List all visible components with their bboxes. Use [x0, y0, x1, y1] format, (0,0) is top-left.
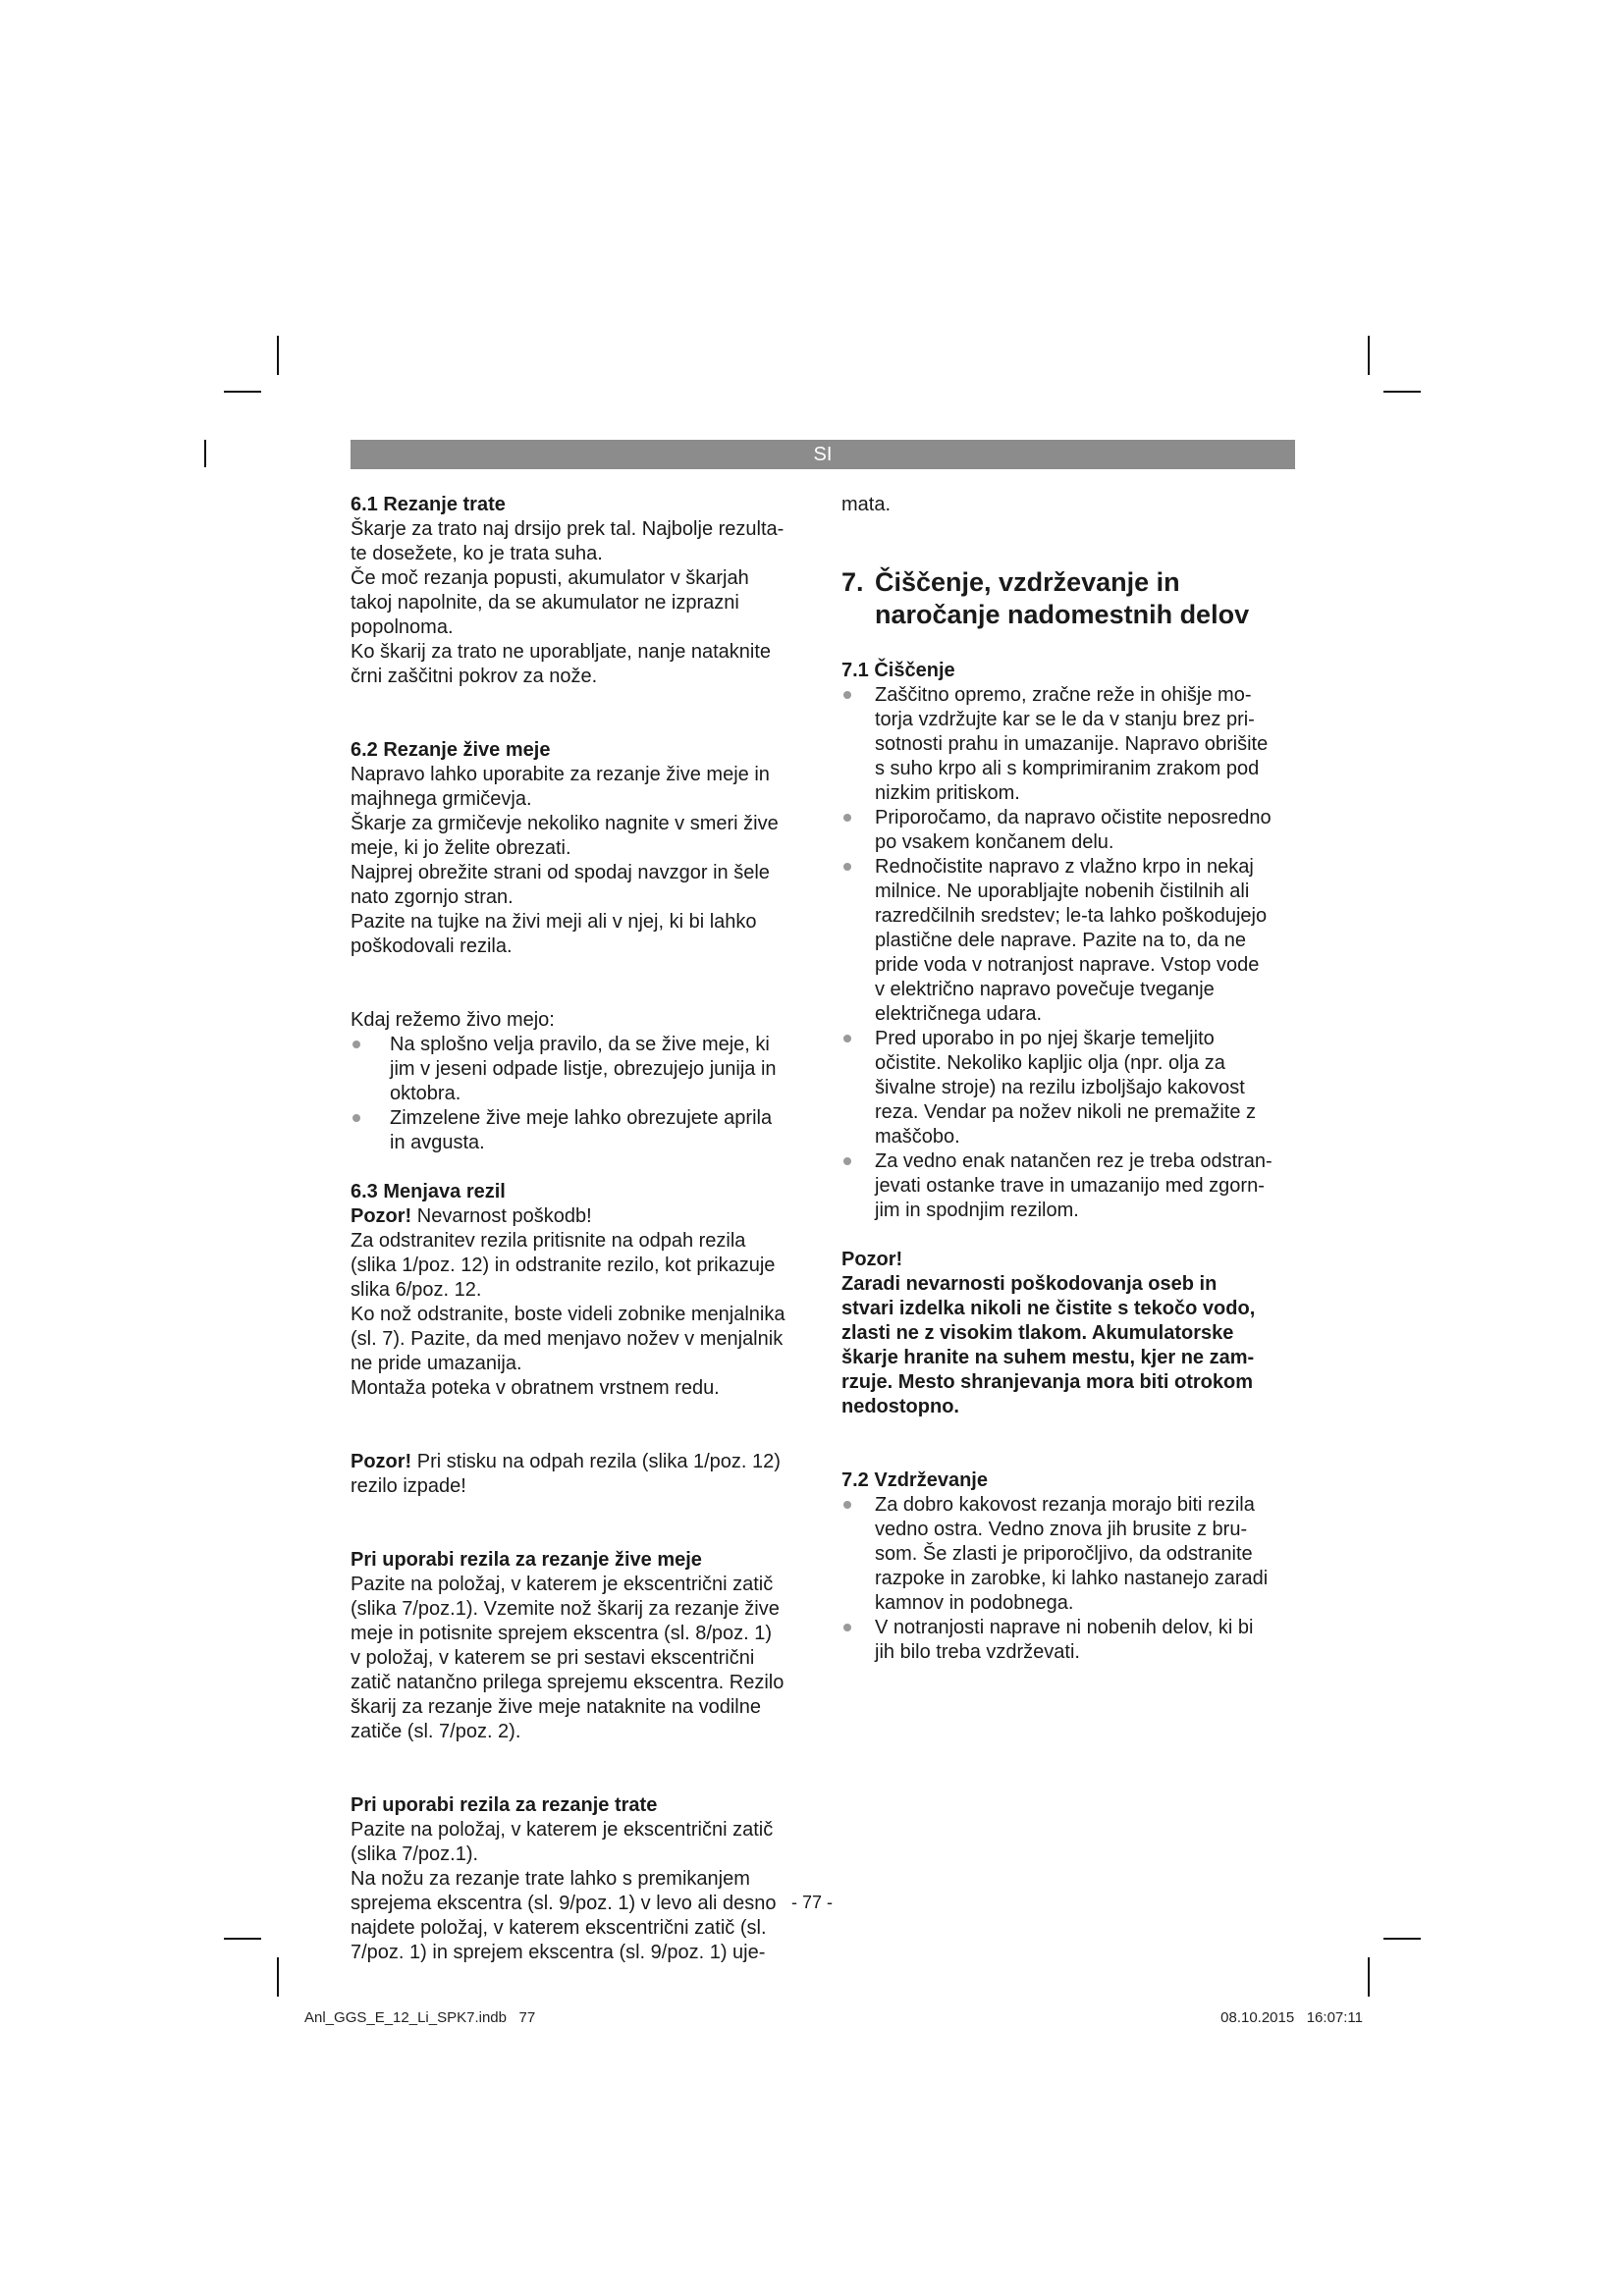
body-line: ne pride umazanija. — [351, 1353, 522, 1374]
list-line: Za vedno enak natančen rez je treba odstran- — [875, 1150, 1272, 1172]
body-line: Škarje za trato naj drsijo prek tal. Najbolje rezulta- — [351, 518, 785, 540]
list-item — [841, 683, 1295, 806]
section-7-2-title: 7.2 Vzdrževanje — [841, 1469, 988, 1491]
bullet-icon — [843, 814, 851, 822]
left-column — [351, 493, 802, 1965]
list-line: Priporočamo, da napravo očistite neposredno — [875, 807, 1272, 828]
body-line: zatič natančno prilega sprejemu ekscentra. Rezilo — [351, 1672, 785, 1693]
list-line: Pred uporabo in po njej škarje temeljito — [875, 1028, 1215, 1049]
body-line: Pazite na položaj, v katerem je ekscentrični zatič — [351, 1819, 774, 1841]
bullet-icon — [843, 1157, 851, 1165]
warning-line — [351, 1204, 802, 1229]
warning-text: Pri stisku na odpah rezila (slika 1/poz. 12) — [411, 1451, 781, 1472]
print-slug-datetime: 08.10.2015 16:07:11 — [1220, 2009, 1363, 2026]
list-line: pride voda v notranjost naprave. Vstop vode — [875, 954, 1260, 976]
body-line: te dosežete, ko je trata suha. — [351, 543, 603, 564]
bullet-icon — [843, 863, 851, 871]
list-item — [841, 855, 1295, 1027]
list-line: razpoke in zarobke, ki lahko nastanejo zaradi — [875, 1568, 1269, 1589]
body-line: Na nožu za rezanje trate lahko s premikanjem — [351, 1868, 750, 1890]
body-line: Najprej obrežite strani od spodaj navzgor in šele — [351, 862, 770, 883]
list-line: jevati ostanke trave in umazanijo med zgorn- — [875, 1175, 1265, 1197]
list-line: reza. Vendar pa nožev nikoli ne premažite z — [875, 1101, 1256, 1123]
list-line: maščobo. — [875, 1126, 960, 1148]
cleaning-list — [841, 683, 1295, 1223]
body-line: Pazite na položaj, v katerem je ekscentrični zatič — [351, 1574, 774, 1595]
hedge-timing-list — [351, 1033, 802, 1155]
section-6-3-title: 6.3 Menjava rezil — [351, 1181, 506, 1202]
body-line: Pazite na tujke na živi meji ali v njej, ki bi lahko — [351, 911, 757, 933]
body-line: zatiče (sl. 7/poz. 2). — [351, 1721, 521, 1742]
bullet-icon — [352, 1114, 360, 1122]
body-line: Škarje za grmičevje nekoliko nagnite v smeri žive — [351, 813, 779, 834]
list-item — [841, 1027, 1295, 1149]
body-line: Ko nož odstranite, boste videli zobnike menjalnika — [351, 1304, 785, 1325]
list-line: šivalne stroje) na rezilu izboljšajo kakovost — [875, 1077, 1245, 1098]
list-line: plastične dele naprave. Pazite na to, da ne — [875, 930, 1247, 951]
right-column — [841, 493, 1295, 1665]
body-line: škarij za rezanje žive meje nataknite na vodilne — [351, 1696, 761, 1718]
body-line: Ko škarij za trato ne uporabljate, nanje nataknite — [351, 641, 772, 663]
chapter-title-line: Čiščenje, vzdrževanje in — [875, 567, 1180, 597]
chapter-7-title — [841, 566, 1295, 631]
warning-line: škarje hranite na suhem mestu, kjer ne zam- — [841, 1347, 1255, 1368]
list-line: električnega udara. — [875, 1003, 1043, 1025]
body-line: Montaža poteka v obratnem vrstnem redu. — [351, 1377, 720, 1399]
bullet-icon — [843, 1624, 851, 1631]
list-line: V notranjosti naprave ni nobenih delov, ki bi — [875, 1617, 1254, 1638]
list-item — [841, 1149, 1295, 1223]
lawn-blade-title: Pri uporabi rezila za rezanje trate — [351, 1794, 658, 1816]
warning-text: Nevarnost poškodb! — [411, 1205, 592, 1227]
list-line: po vsakem končanem delu. — [875, 831, 1114, 853]
list-line: Rednočistite napravo z vlažno krpo in nekaj — [875, 856, 1254, 878]
body-line: najdete položaj, v katerem ekscentrični zatič (sl. — [351, 1917, 767, 1939]
hedge-timing-intro: Kdaj režemo živo mejo: — [351, 1009, 555, 1031]
warning-label: Pozor! — [351, 1205, 412, 1227]
crop-mark — [204, 440, 206, 467]
list-line: s suho krpo ali s komprimiranim zrakom pod — [875, 758, 1260, 779]
body-line: v položaj, v katerem se pri sestavi ekscentrični — [351, 1647, 755, 1669]
list-line: Za dobro kakovost rezanja morajo biti rezila — [875, 1494, 1255, 1516]
bullet-icon — [843, 1035, 851, 1042]
body-line: Če moč rezanja popusti, akumulator v škarjah — [351, 567, 749, 589]
list-line: Zimzelene žive meje lahko obrezujete aprila — [390, 1107, 773, 1129]
crop-mark — [1383, 1938, 1421, 1940]
warning-line: zlasti ne z visokim tlakom. Akumulatorske — [841, 1322, 1234, 1344]
crop-mark — [224, 391, 261, 393]
list-item — [351, 1106, 802, 1155]
crop-mark — [277, 1957, 279, 1997]
list-line: Zaščitno opremo, zračne reže in ohišje mo- — [875, 684, 1252, 706]
body-line: (slika 1/poz. 12) in odstranite rezilo, kot prikazuje — [351, 1255, 776, 1276]
list-line: očistite. Nekoliko kapljic olja (npr. olja za — [875, 1052, 1225, 1074]
bullet-icon — [843, 1501, 851, 1509]
list-line: torja vzdržujte kar se le da v stanju brez pri- — [875, 709, 1255, 730]
list-line: in avgusta. — [390, 1132, 485, 1153]
crop-mark — [277, 336, 279, 375]
body-line: nato zgornjo stran. — [351, 886, 514, 908]
warning-line: rzuje. Mesto shranjevanja mora biti otrokom — [841, 1371, 1253, 1393]
hedge-blade-title: Pri uporabi rezila za rezanje žive meje — [351, 1549, 702, 1571]
page-number: - 77 - — [790, 1893, 833, 1912]
warning-line: stvari izdelka nikoli ne čistite s tekočo vodo, — [841, 1298, 1256, 1319]
list-line: v električno napravo povečuje tveganje — [875, 979, 1215, 1000]
warning-line — [351, 1450, 802, 1474]
body-line: Za odstranitev rezila pritisnite na odpah rezila — [351, 1230, 746, 1252]
chapter-number: 7. — [841, 567, 864, 597]
body-line: slika 6/poz. 12. — [351, 1279, 482, 1301]
bullet-icon — [352, 1041, 360, 1048]
list-line: jim in spodnjim rezilom. — [875, 1200, 1079, 1221]
section-6-2-title: 6.2 Rezanje žive meje — [351, 739, 551, 761]
body-line: poškodovali rezila. — [351, 935, 513, 957]
warning-line: nedostopno. — [841, 1396, 959, 1417]
body-line: popolnoma. — [351, 616, 454, 638]
list-item — [841, 1616, 1295, 1665]
bullet-icon — [843, 691, 851, 699]
list-line: razredčilnih sredstev; le-ta lahko poškodujejo — [875, 905, 1268, 927]
crop-mark — [224, 1938, 261, 1940]
body-line: črni zaščitni pokrov za nože. — [351, 666, 598, 687]
list-item — [841, 806, 1295, 855]
crop-mark — [1368, 336, 1370, 375]
section-6-1-title: 6.1 Rezanje trate — [351, 494, 506, 515]
list-line: Na splošno velja pravilo, da se žive meje, ki — [390, 1034, 770, 1055]
list-item — [351, 1033, 802, 1106]
warning-line: Zaradi nevarnosti poškodovanja oseb in — [841, 1273, 1218, 1295]
body-line: rezilo izpade! — [351, 1475, 466, 1497]
body-line: (slika 7/poz.1). Vzemite nož škarij za rezanje žive — [351, 1598, 780, 1620]
chapter-title-line: naročanje nadomestnih delov — [875, 600, 1250, 629]
language-header-bar: SI — [351, 440, 1295, 469]
body-line: 7/poz. 1) in sprejem ekscentra (sl. 9/poz. 1) uje- — [351, 1942, 766, 1963]
body-line: (slika 7/poz.1). — [351, 1843, 479, 1865]
list-line: jih bilo treba vzdrževati. — [875, 1641, 1080, 1663]
body-line: Napravo lahko uporabite za rezanje žive meje in — [351, 764, 770, 785]
list-line: jim v jeseni odpade listje, obrezujejo junija in — [390, 1058, 777, 1080]
list-line: sotnosti prahu in umazanije. Napravo obrišite — [875, 733, 1269, 755]
list-line: milnice. Ne uporabljajte nobenih čistilnih ali — [875, 881, 1250, 902]
list-line: nizkim pritiskom. — [875, 782, 1020, 804]
list-line: oktobra. — [390, 1083, 461, 1104]
section-7-1-title: 7.1 Čiščenje — [841, 660, 955, 681]
list-item — [841, 1493, 1295, 1616]
list-line: som. Še zlasti je priporočljivo, da odstranite — [875, 1543, 1253, 1565]
body-line: meje, ki jo želite obrezati. — [351, 837, 571, 859]
maintenance-list — [841, 1493, 1295, 1665]
body-line: (sl. 7). Pazite, da med menjavo nožev v menjalnik — [351, 1328, 784, 1350]
warning-title: Pozor! — [841, 1249, 903, 1270]
warning-label: Pozor! — [351, 1451, 412, 1472]
print-slug-file: Anl_GGS_E_12_Li_SPK7.indb 77 — [304, 2009, 536, 2026]
continuation-text: mata. — [841, 494, 892, 515]
body-line: meje in potisnite sprejem ekscentra (sl. 8/poz. 1) — [351, 1623, 773, 1644]
list-line: vedno ostra. Vedno znova jih brusite z bru- — [875, 1519, 1248, 1540]
crop-mark — [1383, 391, 1421, 393]
crop-mark — [1368, 1957, 1370, 1997]
body-line: majhnega grmičevja. — [351, 788, 532, 810]
body-line: sprejema ekscentra (sl. 9/poz. 1) v levo ali desno — [351, 1893, 777, 1914]
list-line: kamnov in podobnega. — [875, 1592, 1074, 1614]
body-line: takoj napolnite, da se akumulator ne izprazni — [351, 592, 739, 614]
